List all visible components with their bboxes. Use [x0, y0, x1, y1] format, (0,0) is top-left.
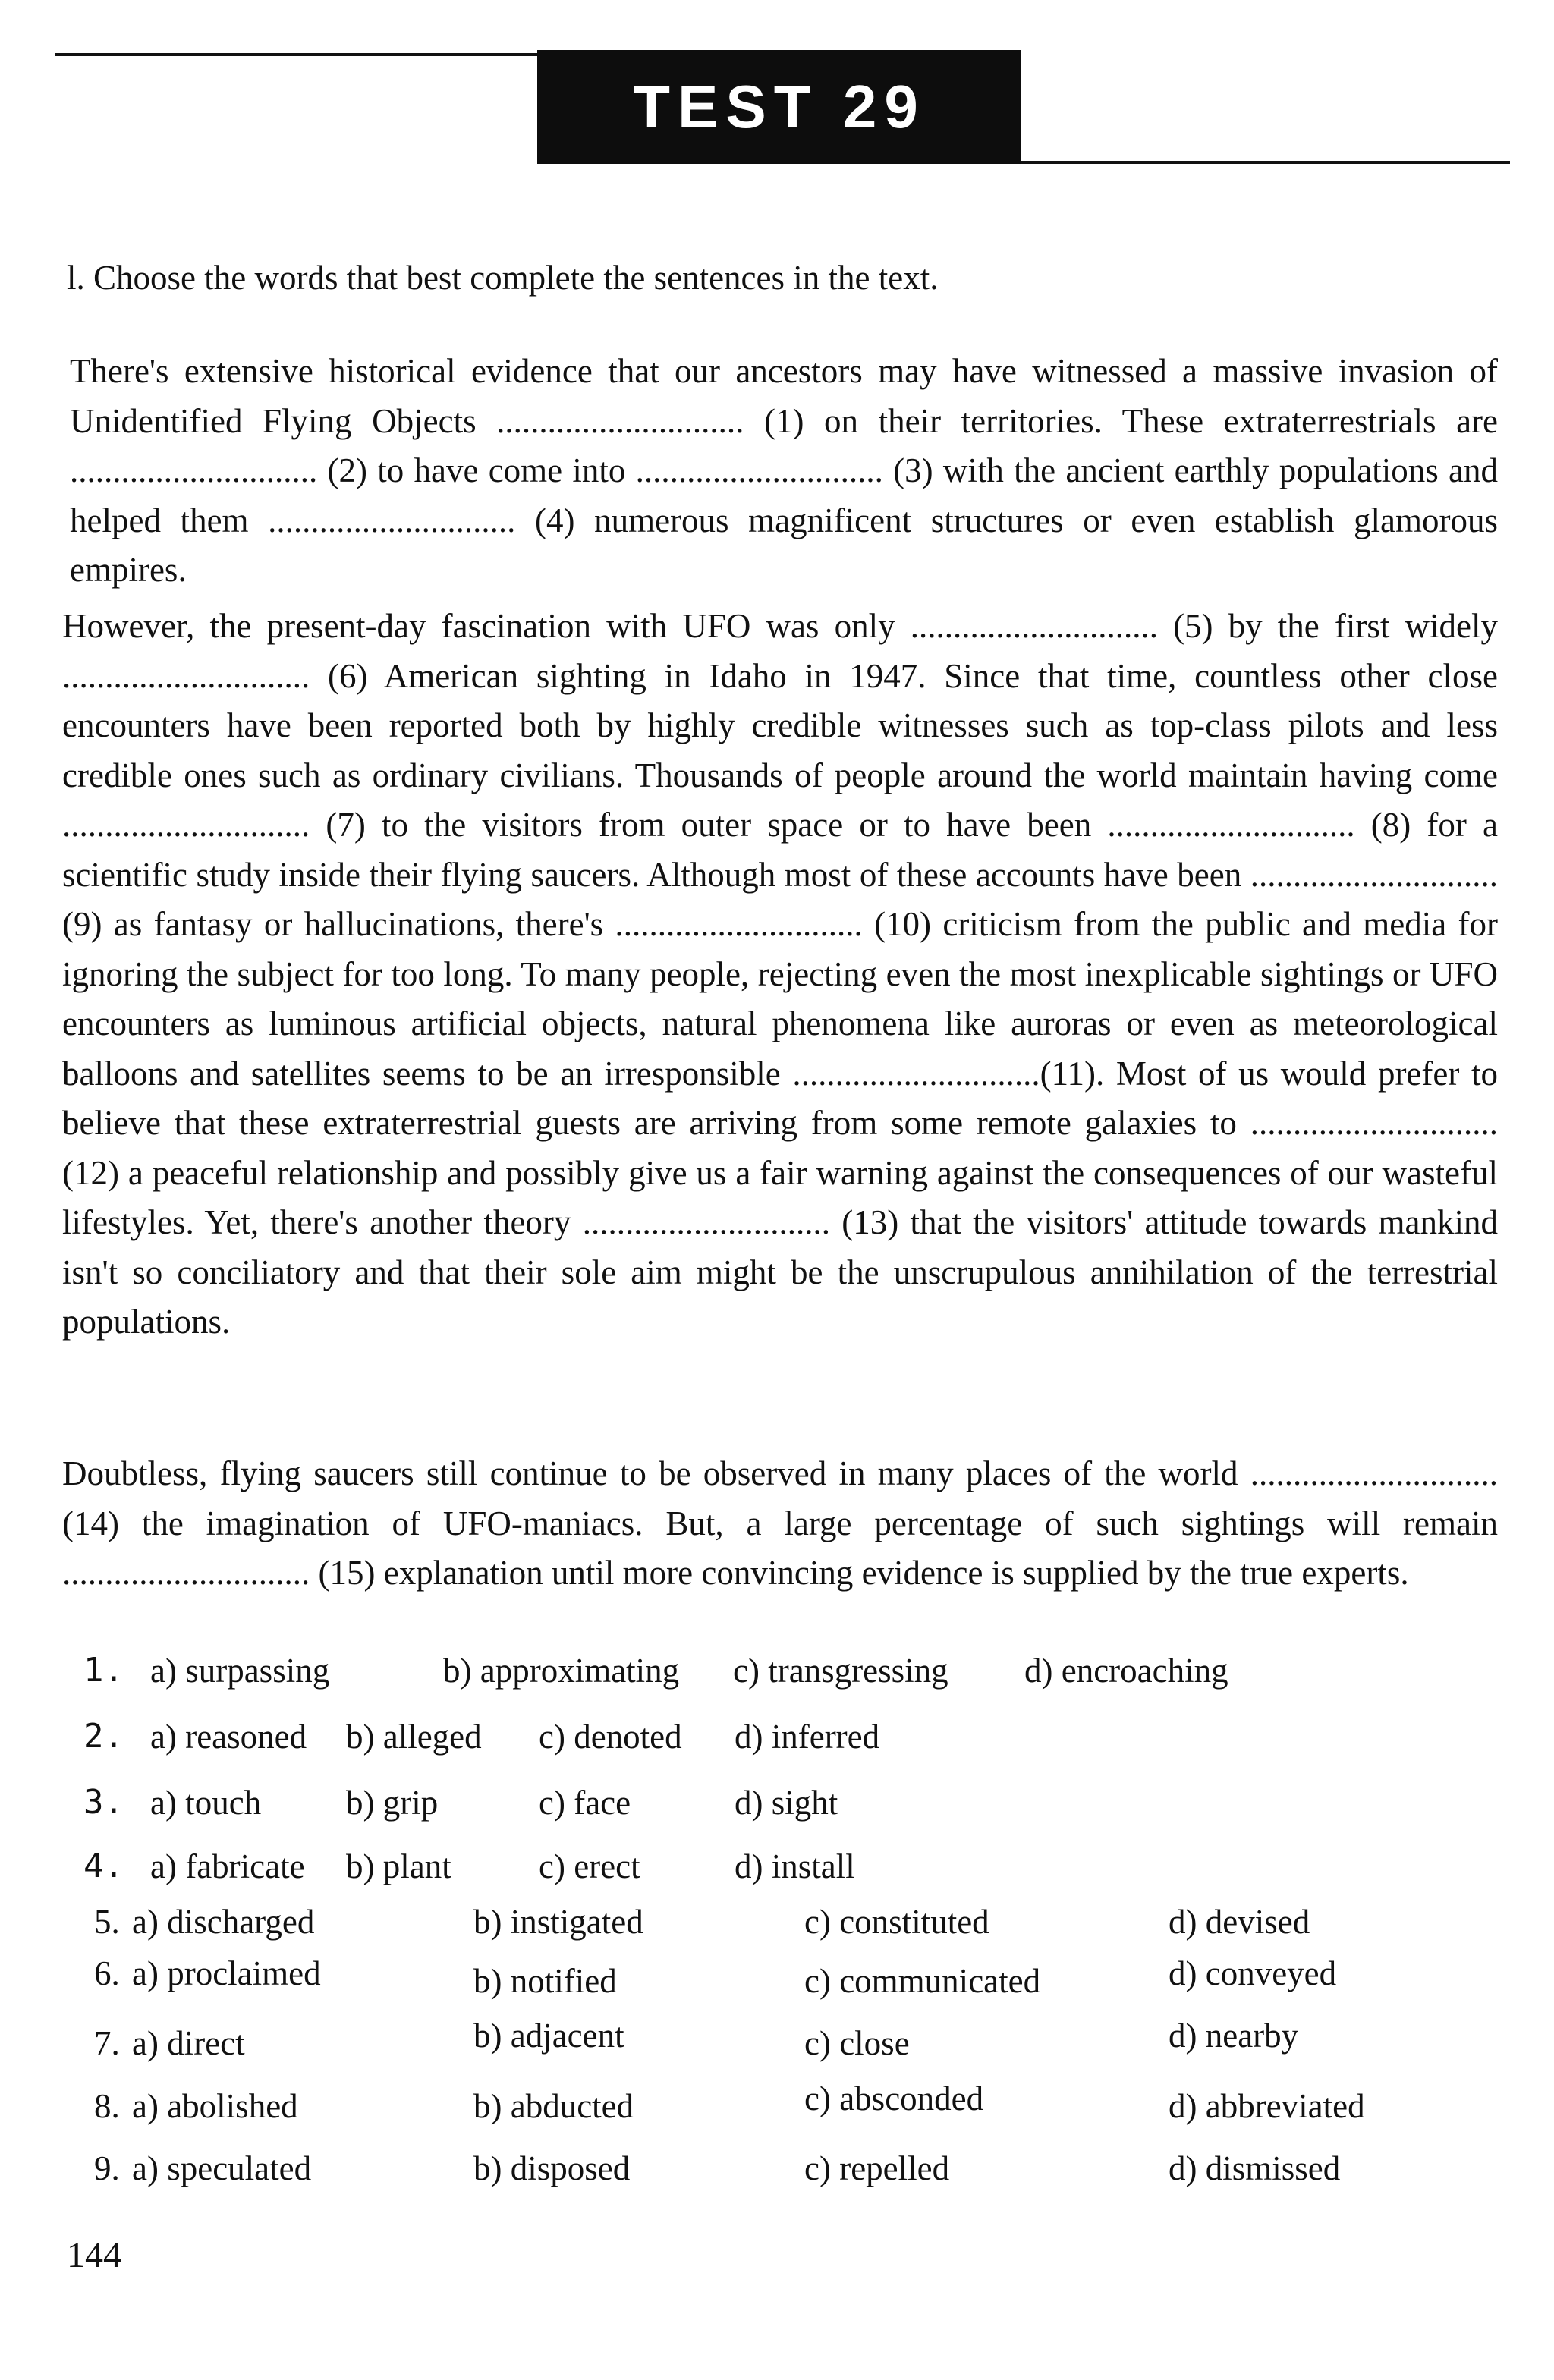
option-d: d) devised [1169, 1903, 1310, 1941]
option-d: d) abbreviated [1169, 2087, 1365, 2125]
option-b: b) abducted [473, 2087, 634, 2125]
option-a: a) surpassing [150, 1652, 330, 1690]
option-number: 9. [94, 2149, 120, 2187]
option-a: a) direct [132, 2024, 245, 2062]
option-a: a) abolished [132, 2087, 298, 2125]
option-a: a) touch [150, 1784, 262, 1822]
option-d: d) sight [735, 1784, 838, 1822]
option-number: 4. [83, 1847, 124, 1885]
option-number: 2. [83, 1717, 124, 1756]
option-number: 3. [83, 1783, 124, 1822]
option-c: c) communicated [804, 1962, 1041, 2000]
instruction: l. Choose the words that best complete the sentences in the text. [67, 259, 939, 297]
option-c: c) repelled [804, 2149, 950, 2187]
option-number: 5. [94, 1903, 120, 1941]
option-c: c) transgressing [733, 1652, 948, 1690]
option-number: 8. [94, 2087, 120, 2125]
option-b: b) disposed [473, 2149, 631, 2187]
option-b: b) approximating [443, 1652, 680, 1690]
option-c: c) denoted [539, 1718, 682, 1756]
option-b: b) notified [473, 1962, 617, 2000]
option-b: b) adjacent [473, 2017, 624, 2055]
option-number: 7. [94, 2024, 120, 2062]
option-a: a) discharged [132, 1903, 315, 1941]
option-a: a) proclaimed [132, 1954, 321, 1992]
header-rule-left [55, 53, 540, 56]
option-d: d) install [735, 1847, 855, 1885]
option-c: c) face [539, 1784, 631, 1822]
page-number: 144 [67, 2235, 121, 2275]
option-a: a) speculated [132, 2149, 312, 2187]
option-b: b) grip [346, 1784, 439, 1822]
option-c: c) absconded [804, 2080, 984, 2117]
option-b: b) plant [346, 1847, 451, 1885]
test-title: TEST 29 [537, 50, 1021, 164]
option-d: d) nearby [1169, 2017, 1299, 2055]
option-c: c) close [804, 2024, 910, 2062]
option-c: c) constituted [804, 1903, 989, 1941]
option-b: b) alleged [346, 1718, 482, 1756]
paragraph-2: However, the present-day fascination with UFO was only ............................. (5) by the first widely ............................. (6) American sighting in Idaho in 1947. Since that time, countless other close encounters have been reported both by highly credible witnesses such as top-class pilots and less credible ones such as ordinary civilians. Thousands of people around the world maintain having come ............................. (7) to the visitors from outer space or to have been ............................. (8) for a scientific study inside their flying saucers. Although most of these accounts have been ............................. (9) as fantasy or hallucinations, there's ............................. (10) criticism from the public and media for ignoring the subject for too long. To many people, rejecting even the most inexplicable sightings or UFO encounters as luminous artificial objects, natural phenomena like auroras or even as meteorological balloons and satellites seems to be an irresponsible .............................(11). Most of us would prefer to believe that these extraterrestrial guests are arriving from some remote galaxies to ............................. (12) a peaceful relationship and possibly give us a fair warning against the consequences of our wasteful lifestyles. Yet, there's another theory ............................. (13) that the visitors' attitude towards mankind isn't so conciliatory and that their sole aim might be the unscrupulous annihilation of the terrestrial populations. [62, 607, 1498, 1341]
option-d: d) dismissed [1169, 2149, 1341, 2187]
option-d: d) conveyed [1169, 1954, 1337, 1992]
option-b: b) instigated [473, 1903, 643, 1941]
option-d: d) inferred [735, 1718, 880, 1756]
option-a: a) fabricate [150, 1847, 305, 1885]
option-number: 1. [83, 1651, 124, 1690]
paragraph-3: Doubtless, flying saucers still continue to be observed in many places of the world .............................(14) the imagination of UFO-maniacs. But, a large percentage of such sightings will remain ............................. (15) explanation until more convincing evidence is supplied by the true experts. [62, 1454, 1498, 1592]
option-c: c) erect [539, 1847, 640, 1885]
option-number: 6. [94, 1954, 120, 1992]
option-d: d) encroaching [1024, 1652, 1228, 1690]
paragraph-1: There's extensive historical evidence that our ancestors may have witnessed a massive invasion of Unidentified Flying Objects ............................. (1) on their territories. These extraterrestrials are ............................. (2) to have come into ............................. (3) with the ancient earthly populations and helped them ............................. (4) numerous magnificent structures or even establish glamorous empires. [70, 352, 1498, 589]
option-a: a) reasoned [150, 1718, 307, 1756]
header-rule-right [1017, 161, 1510, 164]
